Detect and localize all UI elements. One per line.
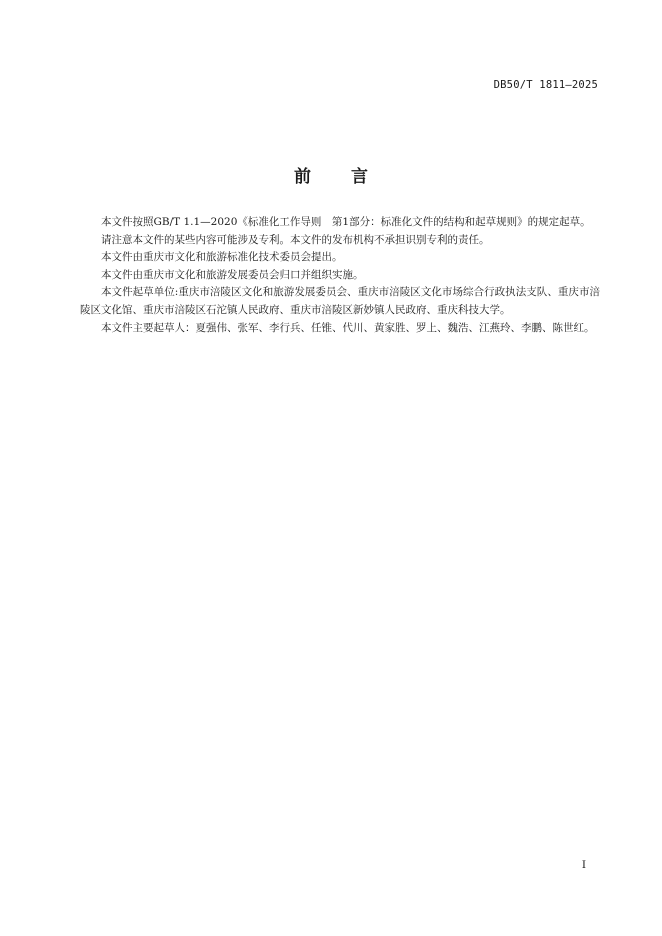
paragraph-drafting-rules: 本文件按照GB/T 1.1—2020《标准化工作导则 第1部分：标准化文件的结构和起草规则》的规定起草。 (101, 216, 591, 228)
paragraph-proposer: 本文件由重庆市文化和旅游标准化技术委员会提出。 (101, 251, 343, 264)
page-number: I (581, 859, 586, 871)
foreword-body (80, 214, 600, 337)
paragraph-patent-notice: 请注意本文件的某些内容可能涉及专利。本文件的发布机构不承担识别专利的责任。 (101, 233, 490, 246)
paragraph-drafting-units: 本文件起草单位:重庆市涪陵区文化和旅游发展委员会、重庆市涪陵区文化市场综合行政执法支队、重庆市涪陵区文化馆、重庆市涪陵区石沱镇人民政府、重庆市涪陵区新妙镇人民政府、重庆科技大学。 (80, 286, 600, 316)
paragraph-administrator: 本文件由重庆市文化和旅游发展委员会归口并组织实施。 (101, 268, 364, 281)
paragraph-drafters: 本文件主要起草人：夏强伟、张军、李行兵、任锥、代川、黄家胜、罗上、魏浩、江燕玲、李鹏、陈世红。 (101, 321, 595, 334)
document-code: DB50/T 1811—2025 (493, 79, 598, 91)
page-title: 前言 (294, 167, 408, 187)
